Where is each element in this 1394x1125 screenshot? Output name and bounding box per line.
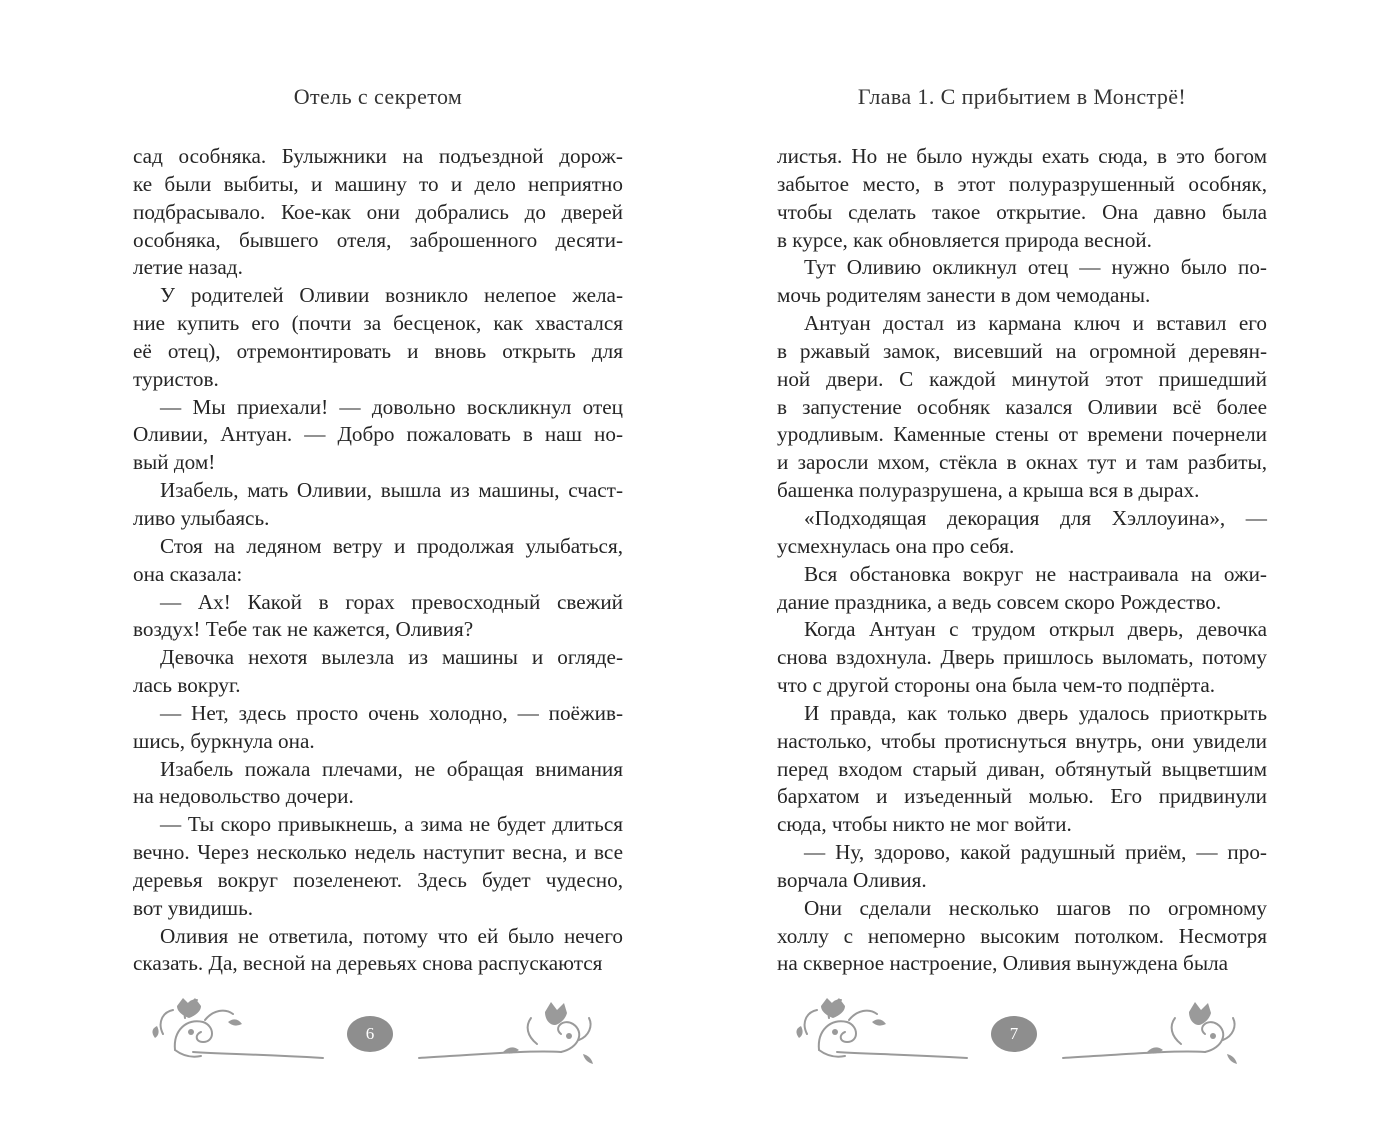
text-line: туристов. bbox=[133, 366, 219, 391]
text-line: в запустение особняк казался Оливии всё более bbox=[777, 394, 1267, 419]
text-line: что с другой стороны она была чем-то подпёрта. bbox=[777, 673, 1216, 698]
text-line: в курсе, как обновляется природа весной. bbox=[777, 227, 1152, 252]
text-line: Когда Антуан с трудом открыл дверь, девочка bbox=[804, 617, 1267, 642]
page-footer-ornament bbox=[777, 992, 1267, 1082]
text-line: — Ах! Какой в горах превосходный свежий bbox=[160, 589, 623, 614]
text-line: забытое место, в этот полуразрушенный особняк, bbox=[777, 171, 1267, 196]
text-line: на недовольство дочери. bbox=[133, 784, 354, 809]
text-line: Девочка нехотя вылезла из машины и огляде- bbox=[160, 645, 623, 670]
text-line: уродливым. Каменные стены от времени почернели bbox=[777, 422, 1267, 447]
running-head: Отель с секретом bbox=[293, 84, 463, 109]
text-line: листья. Но не было нужды ехать сюда, в это богом bbox=[777, 144, 1267, 168]
text-line: шись, буркнула она. bbox=[133, 728, 315, 753]
text-line: настолько, чтобы протиснуться внутрь, они увидели bbox=[777, 728, 1267, 753]
text-line: У родителей Оливии возникло нелепое жела- bbox=[160, 283, 623, 308]
text-line: вый дом! bbox=[133, 450, 216, 475]
text-line: снова вздохнула. Дверь пришлось выломать, потому bbox=[777, 645, 1267, 670]
text-line: сказать. Да, весной на деревьях снова распускаются bbox=[133, 951, 603, 976]
text-line: вечно. Через несколько недель наступит весна, и все bbox=[133, 840, 623, 865]
right-page bbox=[777, 0, 1267, 1125]
text-line: усмехнулась она про себя. bbox=[777, 533, 1015, 558]
text-line: сюда, чтобы никто не мог войти. bbox=[777, 812, 1072, 837]
text-line: её отец), отремонтировать и вновь открыть для bbox=[133, 338, 623, 363]
text-line: на скверное настроение, Оливия вынуждена была bbox=[777, 951, 1229, 976]
text-line: вот увидишь. bbox=[133, 895, 254, 920]
text-line: ке были выбиты, и машину то и дело неприятно bbox=[133, 171, 623, 196]
text-line: ной двери. С каждой минутой этот пришедший bbox=[777, 366, 1267, 391]
text-line: — Мы приехали! — довольно воскликнул отец bbox=[160, 394, 623, 419]
text-line: деревья вокруг позеленеют. Здесь будет чудесно, bbox=[133, 867, 623, 892]
text-line: мочь родителям занести в дом чемоданы. bbox=[777, 283, 1151, 308]
page-body-text bbox=[777, 143, 1267, 978]
running-head: Глава 1. С прибытием в Монстрё! bbox=[857, 84, 1187, 109]
page-number: 7 bbox=[991, 1016, 1037, 1052]
text-line: лась вокруг. bbox=[133, 673, 241, 698]
text-line: «Подходящая декорация для Хэллоуина», — bbox=[804, 505, 1267, 530]
text-line: ние купить его (почти за бесценок, как хвастался bbox=[133, 311, 623, 336]
text-line: — Ну, здорово, какой радушный приём, — про- bbox=[804, 840, 1267, 865]
text-line: башенка полуразрушена, а крыша вся в дырах. bbox=[777, 478, 1200, 503]
page-footer-ornament bbox=[133, 992, 623, 1082]
text-line: Они сделали несколько шагов по огромному bbox=[804, 895, 1267, 920]
text-line: — Нет, здесь просто очень холодно, — поёжив- bbox=[160, 700, 623, 725]
text-line: перед входом старый диван, обтянутый выцветшим bbox=[777, 756, 1267, 781]
text-line: в ржавый замок, висевший на огромной деревян- bbox=[777, 338, 1267, 363]
text-line: Антуан достал из кармана ключ и вставил его bbox=[804, 311, 1267, 336]
text-line: И правда, как только дверь удалось приоткрыть bbox=[804, 700, 1267, 725]
text-line: Оливия не ответила, потому что ей было нечего bbox=[160, 923, 623, 948]
text-line: Оливии, Антуан. — Добро пожаловать в наш но- bbox=[133, 422, 623, 447]
text-line: ливо улыбаясь. bbox=[133, 505, 270, 530]
text-line: Вся обстановка вокруг не настраивала на ожи- bbox=[804, 561, 1267, 586]
text-line: дание праздника, а ведь совсем скоро Рождество. bbox=[777, 589, 1222, 614]
text-line: и заросли мхом, стёкла в окнах тут и там разбиты, bbox=[777, 450, 1267, 475]
text-line: особняка, бывшего отеля, заброшенного десяти- bbox=[133, 227, 623, 252]
text-line: воздух! Тебе так не кажется, Оливия? bbox=[133, 617, 474, 642]
text-line: Изабель, мать Оливии, вышла из машины, счаст- bbox=[160, 478, 623, 503]
text-line: бархатом и изъеденный молью. Его придвинули bbox=[777, 784, 1267, 809]
text-line: ворчала Оливия. bbox=[777, 867, 927, 892]
page-body-text bbox=[133, 143, 623, 978]
text-line: — Ты скоро привыкнешь, а зима не будет длиться bbox=[160, 812, 623, 837]
text-line: летие назад. bbox=[133, 255, 243, 280]
text-line: Стоя на ледяном ветру и продолжая улыбаться, bbox=[160, 533, 623, 558]
text-line: Тут Оливию окликнул отец — нужно было по- bbox=[804, 255, 1267, 280]
text-line: Изабель пожала плечами, не обращая внимания bbox=[160, 756, 623, 781]
left-page bbox=[133, 0, 623, 1125]
text-line: она сказала: bbox=[133, 561, 243, 586]
page-number: 6 bbox=[347, 1016, 393, 1052]
text-line: подбрасывало. Кое-как они добрались до дверей bbox=[133, 199, 623, 224]
text-line: чтобы сделать такое открытие. Она давно была bbox=[777, 199, 1267, 224]
text-line: холлу с непомерно высоким потолком. Несмотря bbox=[777, 923, 1267, 948]
text-line: сад особняка. Булыжники на подъездной дорож- bbox=[133, 144, 623, 168]
